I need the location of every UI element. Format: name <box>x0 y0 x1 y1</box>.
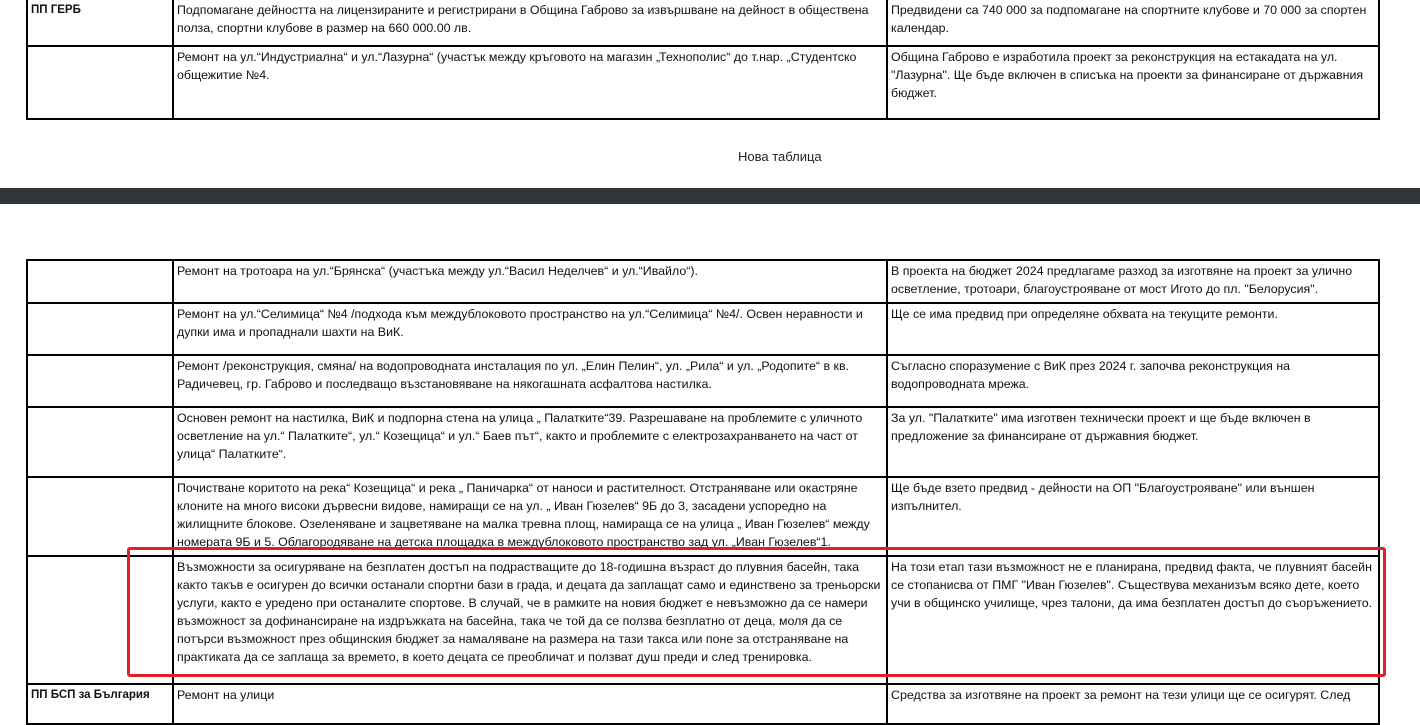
page-divider <box>0 188 1420 204</box>
new-table-label: Нова таблица <box>738 149 822 164</box>
proposal-cell: Ремонт /реконструкция, смяна/ на водопроводната инсталация по ул. „Елин Пелин“, ул. „Рила“ и ул. „Родопите“ в кв. Радичевец, гр. Габрово и последващо възстановяване на някогашната асфалтова настилка. <box>173 355 887 407</box>
response-cell: Ще бъде взето предвид - дейности на ОП "Благоустрояване" или външен изпълнител. <box>887 477 1379 556</box>
proposal-cell: Почистване коритото на река“ Козещица“ и река „ Паничарка“ от наноси и растителност. Отстраняване или окастряне клоните на много високи дървесни видове, намиращи се на ул. „ Иван Гюзелев“ 9Б до 3, засадени успоредно на жилищните блокове. Озеленяване и зацветяване на малка тревна площ, намираща се на улица „ Иван Гюзелев“ между номерата 9Б и 5. Облагородяване на детска площадка в междублоковото пространство зад ул. „Иван Гюзелев“1. <box>173 477 887 556</box>
response-cell: Съгласно споразумение с ВиК през 2024 г. започва реконструкция на водопроводната мрежа. <box>887 355 1379 407</box>
budget-proposals-table-bottom <box>26 259 1380 725</box>
response-cell: Община Габрово е изработила проект за реконструкция на естакадата на ул. "Лазурна". Ще бъде включен в списъка на проекти за финансиране от държавния бюджет. <box>887 46 1379 119</box>
table-row <box>27 303 1379 355</box>
party-cell <box>27 46 173 119</box>
party-cell: ПП БСП за България <box>27 684 173 724</box>
table-row <box>27 260 1379 303</box>
table-row <box>27 556 1379 684</box>
proposal-cell: Подпомагане дейността на лицензираните и регистрирани в Община Габрово за извършване на дейност в обществена полза, спортни клубове в размер на 660 000.00 лв. <box>173 0 887 46</box>
response-cell: В проекта на бюджет 2024 предлагаме разход за изготвяне на проект за улично осветление, тротоари, благоустрояване от мост Игото до пл. "Белорусия". <box>887 260 1379 303</box>
response-cell: За ул. "Палатките" има изготвен технически проект и ще бъде включен в предложение за финансиране от държавния бюджет. <box>887 407 1379 477</box>
proposal-cell: Ремонт на ул.“Индустриална“ и ул.“Лазурна“ (участък между кръговото на магазин „Технополис“ до т.нар. „Студентско общежитие №4. <box>173 46 887 119</box>
proposal-cell: Ремонт на ул.“Селимица“ №4 /подхода към междублоковото пространство на ул.“Селимица“ №4/. Освен неравности и дупки има и пропаднали шахти на ВиК. <box>173 303 887 355</box>
party-cell: ПП ГЕРБ <box>27 0 173 46</box>
table-row <box>27 355 1379 407</box>
table-row <box>27 684 1379 724</box>
party-cell <box>27 355 173 407</box>
response-cell: На този етап тази възможност не е планирана, предвид факта, че плувният басейн се стопанисва от ПМГ "Иван Гюзелев". Съществува механизъм всяко дете, което учи в общинско училище, чрез талони, да има безплатен достъп до съоръжението. <box>887 556 1379 684</box>
party-cell <box>27 303 173 355</box>
party-cell <box>27 477 173 556</box>
response-cell: Ще се има предвид при определяне обхвата на текущите ремонти. <box>887 303 1379 355</box>
budget-proposals-table-top <box>26 0 1380 120</box>
proposal-cell: Ремонт на улици <box>173 684 887 724</box>
table-row <box>27 46 1379 119</box>
proposal-cell: Възможности за осигуряване на безплатен достъп на подрастващите до 18-годишна възраст до плувния басейн, така както такъв е осигурен до всички останали спортни бази в града, и децата да заплащат само и единствено за треньорски услуги, както е уредено при останалите спортове. В случай, че в рамките на новия бюджет е невъзможно да се намери възможност за дофинансиране на издръжката на басейна, така че той да се ползва безплатно от деца, моля да се потърси възможност през общинския бюджет за намаляване на размера на тази такса или поне за отстраняване на практиката да се заплаща за времето, в което децата се преобличат и ползват душ преди и след тренировка. <box>173 556 887 684</box>
table-row <box>27 407 1379 477</box>
response-cell: Предвидени са 740 000 за подпомагане на спортните клубове и 70 000 за спортен календар. <box>887 0 1379 46</box>
party-cell <box>27 407 173 477</box>
table-row <box>27 0 1379 46</box>
table-row <box>27 477 1379 556</box>
response-cell: Средства за изготвяне на проект за ремонт на тези улици ще се осигурят. След <box>887 684 1379 724</box>
proposal-cell: Ремонт на тротоара на ул.“Брянска“ (участъка между ул.“Васил Неделчев“ и ул.“Ивайло“). <box>173 260 887 303</box>
party-cell <box>27 260 173 303</box>
proposal-cell: Основен ремонт на настилка, ВиК и подпорна стена на улица „ Палатките“39. Разрешаване на проблемите с уличното осветление на ул.“ Палатките“, ул.“ Козещица“ и ул.“ Баев път“, както и проблемите с електрозахранването на част от улица“ Палатките“. <box>173 407 887 477</box>
party-cell <box>27 556 173 684</box>
